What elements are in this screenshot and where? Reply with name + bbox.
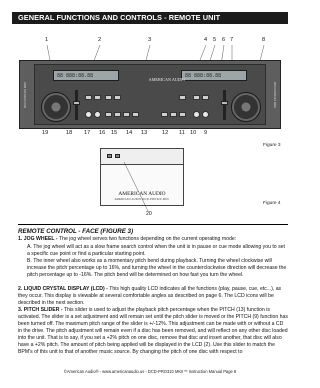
callout-10: 10 [190,130,197,136]
remote-unit-front-panel [19,60,281,129]
item-1-label: 1. JOG WHEEL - [18,236,58,242]
time-button-left[interactable] [114,112,121,117]
callout-13: 13 [141,130,148,136]
callout-18: 18 [66,130,73,136]
single-button-left[interactable] [132,112,139,117]
play-pause-button-right[interactable] [193,111,200,118]
callout-3: 3 [148,37,152,43]
item-2-text: This high quality LCD indicates all the functions (play, pause, cue, etc...), as they occur. This display is viewable at several comfortable angles as described on page 6. The LCD icons will be described in the next section. [18,286,282,306]
callout-1: 1 [45,37,49,43]
remote-logo: AMERICAN AUDIO [118,191,166,197]
cue-button-right[interactable] [202,111,209,118]
unit-inner-panel [34,64,266,125]
callout-4: 4 [204,37,208,43]
lcd-display-right: 88 888:88.88 [181,70,247,81]
pitch-slider-knob-right[interactable] [221,101,228,105]
callout-5: 5 [213,37,217,43]
pitch-button-right[interactable] [179,112,186,117]
item-2-label: 2. LIQUID CRYSTAL DISPLAY (LCD) - [18,286,108,292]
figure-4-callout-line [0,140,300,220]
pitch-slider-right[interactable] [223,90,226,120]
item-1-text: The jog wheel serves two functions depending on the current operating mode: [57,236,237,242]
item-3-text: This slider is used to adjust the playback pitch percentage when the PITCH (13) function is activated. The slider is a set adjustment and will remain set until the pitch slider is moved or the PITCH (9) function has been turned off. The maximum pitch range of the slider is +/-12%. This adjustment can be made with or without a CD in the drive. The pitch adjustment will remain even if a disc has been removed, and will reflect on any other disc loaded into the unit. That is to say, if you set a +2% pitch on one disc, remove that disc and insert another, that disc will also have a +2% pitch. The amount of pitch being applied will be displayed in the LCD (2). Use this slider to match the BPM's of this unit to that of another music source. By changing the pitch of one disc with respect to [18,307,288,355]
time-button-right[interactable] [170,112,177,117]
item-1-paragraph [18,236,288,243]
item-3-paragraph [18,307,288,356]
track-skip-back-button-right[interactable] [202,95,209,100]
callout-19: 19 [42,130,49,136]
callout-17: 17 [84,130,91,136]
seamless-loop-button-left[interactable] [114,95,121,100]
callout-12: 12 [162,130,169,136]
callout-14: 14 [126,130,133,136]
figure-3-caption: Figure 3 [263,143,281,148]
section-title: REMOTE CONTROL - FACE (FIGURE 3) [18,224,288,235]
callout-2: 2 [98,37,102,43]
play-pause-button-left[interactable] [85,111,92,118]
item-3-label: 3. PITCH SLIDER - [18,307,63,313]
callout-16: 16 [99,130,106,136]
cue-button-left[interactable] [94,111,101,118]
pitch-button-left[interactable] [123,112,130,117]
lcd-display-left: 88 888:88.88 [53,70,119,81]
item-1-a: A. The jog wheel will act as a slow frame search control when the unit is in pause or cue mode allowing you to set a specific cue point or find a particular starting point. [27,244,285,257]
remote-logo-sub: AMERICAN AUDIO DCD-PRO310 MKII [114,198,170,201]
pitch-slider-knob-left[interactable] [73,101,80,105]
bpm-button-right[interactable] [179,95,186,100]
item-2-paragraph [18,286,288,307]
track-skip-back-button-left[interactable] [94,95,101,100]
callout-8: 8 [262,37,266,43]
figure-4-caption: Figure 4 [263,201,281,206]
callout-7: 7 [230,37,234,43]
program-button-right[interactable] [161,112,168,117]
track-skip-button-right[interactable] [193,95,200,100]
item-1-b: B. The inner wheel also works as a momentary pitch bend during playback. Turning the wheel clockwise will increase the pitch percentage up to 16%, and turning the wheel in the counterclockwise direction will decrease the pitch percentage up to -16%. The pitch bend will be determined on how fast you turn the wheel. [27,258,287,278]
unit-logo: AMERICAN AUDIO [148,77,186,82]
pitch-slider-left[interactable] [75,90,78,120]
callout-9: 9 [204,130,208,136]
program-button-left[interactable] [105,112,112,117]
jog-wheel-left[interactable] [41,92,71,122]
unit-side-label-right: DCD-PRO310 MKII [273,81,277,108]
callout-6: 6 [222,37,226,43]
callout-15: 15 [111,130,118,136]
page-footer: ©American Audio® - www.americanaudio.us - DCD-PRO310 MKII™ Instruction Manual Page 8 [63,369,237,374]
section-header: GENERAL FUNCTIONS AND CONTROLS - REMOTE UNIT [12,12,288,24]
callout-20: 20 [146,211,152,217]
unit-side-label-left: DCD-PRO310 MKII [23,82,27,109]
track-skip-button-left[interactable] [85,95,92,100]
bpm-button-left[interactable] [105,95,112,100]
callout-11: 11 [179,130,185,136]
jog-wheel-right[interactable] [231,92,261,122]
